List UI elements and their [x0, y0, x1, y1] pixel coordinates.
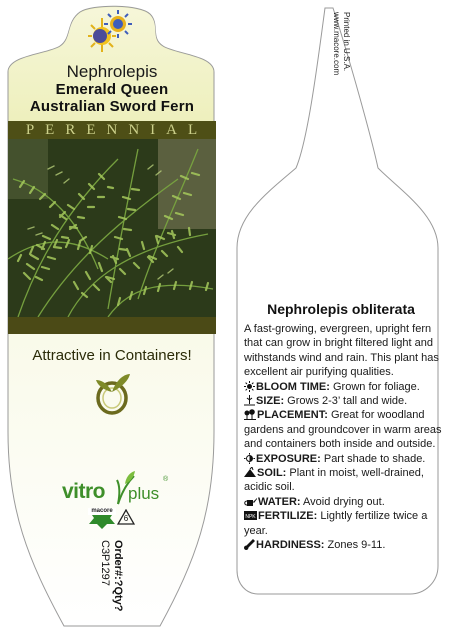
soil-icon	[244, 467, 256, 478]
cultivar-line-1: Emerald Queen	[55, 81, 169, 98]
recycle-code	[117, 509, 135, 525]
product-code: C3P1297	[99, 540, 111, 586]
care-value: Grows 2-3’ tall and wide.	[284, 395, 408, 408]
sun-icon	[244, 381, 255, 392]
care-placement	[244, 408, 444, 451]
care-fertilize	[244, 509, 444, 538]
svg-text:NPK: NPK	[245, 514, 256, 521]
brand-logo	[62, 476, 172, 506]
printed-in: Printed in U.S.A.	[342, 12, 351, 72]
care-value: Plant in moist, well-drained, acidic soil.	[244, 467, 424, 494]
care-label: SOIL:	[257, 467, 287, 480]
macore-badge	[88, 507, 116, 529]
care-value: Zones 9-11.	[324, 539, 386, 552]
care-label: HARDINESS:	[256, 539, 325, 552]
container-sprout-icon	[92, 370, 132, 416]
fern-illustration	[8, 139, 216, 334]
brand-plus: plus	[128, 484, 160, 503]
watering-can-icon	[244, 496, 257, 507]
care-hardiness	[244, 538, 444, 552]
category-label: PERENNIAL	[25, 122, 209, 138]
recycle-number: 6	[123, 514, 129, 523]
care-value: Lightly fertilize twice a year.	[244, 510, 428, 537]
care-bloom-time	[244, 380, 444, 394]
print-info	[331, 12, 351, 75]
care-exposure	[244, 452, 444, 466]
plant-photo	[8, 139, 216, 334]
care-label: PLACEMENT:	[257, 409, 328, 422]
care-value: Avoid drying out.	[300, 495, 385, 508]
registered-mark: ®	[163, 476, 169, 483]
care-label: FERTILIZE:	[258, 510, 318, 523]
website: www.macore.com	[332, 12, 341, 76]
plant-cultivar	[8, 81, 216, 115]
plant-description: A fast-growing, evergreen, upright fern that can grow in bright filtered light and withstands wind and rain. This plant has excellent air purifying qualities.	[244, 323, 439, 379]
cultivar-line-2: Australian Sword Fern	[29, 98, 195, 115]
order-quantity-text: Order#:?Qty?	[112, 540, 124, 612]
sun-logo-icon	[88, 10, 136, 54]
macore-label: macore	[88, 508, 116, 515]
care-value: Part shade to shade.	[320, 452, 426, 465]
care-value: Grown for foliage.	[329, 380, 420, 393]
care-label: BLOOM TIME:	[256, 380, 330, 393]
care-soil	[244, 466, 444, 495]
care-size	[244, 394, 444, 408]
care-information	[244, 322, 444, 553]
fertilizer-icon	[244, 510, 257, 521]
exposure-icon	[244, 453, 255, 464]
thermometer-icon	[244, 539, 255, 550]
tagline: Attractive in Containers!	[32, 347, 192, 364]
care-water	[244, 495, 444, 509]
placement-icon	[244, 409, 256, 420]
care-label: SIZE:	[256, 395, 285, 408]
care-value: Great for woodland gardens and groundcover in warm areas and containers both inside and outside.	[244, 409, 442, 451]
plant-genus: Nephrolepis	[66, 62, 158, 81]
size-icon	[244, 395, 255, 406]
brand-name: vitro	[62, 480, 106, 503]
botanical-name: Nephrolepis obliterata	[267, 301, 415, 317]
care-label: WATER:	[258, 495, 301, 508]
care-label: EXPOSURE:	[256, 452, 321, 465]
category-band	[8, 121, 216, 139]
